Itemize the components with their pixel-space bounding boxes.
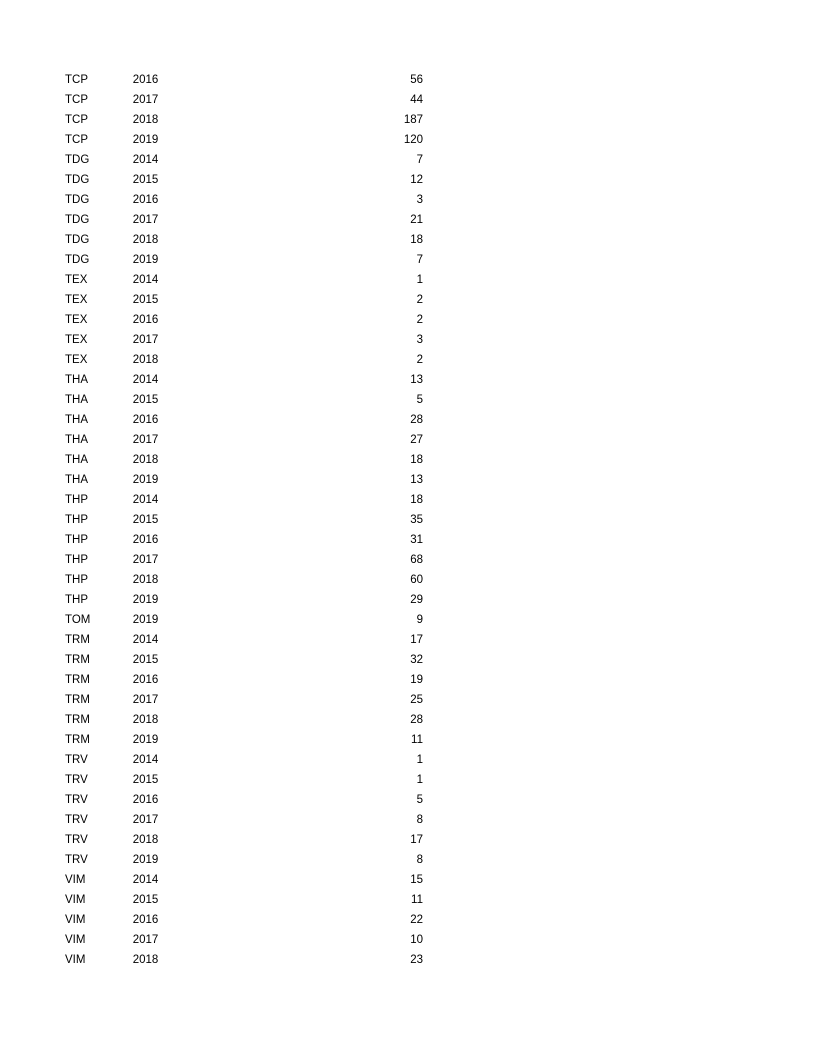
table-row [65,770,425,790]
cell-year: 2017 [132,214,159,226]
cell-year: 2016 [132,314,159,326]
cell-code: THP [65,554,88,566]
table-row [65,870,425,890]
cell-year: 2019 [132,594,159,606]
data-table [65,70,425,970]
cell-code: TRV [65,794,88,806]
cell-year: 2016 [132,534,159,546]
table-body [65,70,425,970]
table-row [65,670,425,690]
cell-value: 11 [411,894,423,906]
cell-year: 2018 [132,834,159,846]
cell-year: 2016 [132,74,159,86]
cell-code: TDG [65,234,90,246]
table-row [65,410,425,430]
cell-year: 2017 [132,94,159,106]
cell-value: 29 [410,594,423,606]
table-row [65,750,425,770]
cell-value: 17 [410,634,423,646]
table-row [65,510,425,530]
cell-year: 2016 [132,914,159,926]
cell-value: 7 [416,154,423,166]
cell-value: 28 [410,714,423,726]
cell-year: 2017 [132,334,159,346]
cell-code: TCP [65,114,88,126]
table-row [65,190,425,210]
cell-value: 19 [410,674,423,686]
cell-value: 2 [416,314,423,326]
cell-value: 44 [410,94,423,106]
cell-code: TRV [65,754,88,766]
cell-value: 187 [403,114,423,126]
cell-code: TCP [65,74,88,86]
table-row [65,70,425,90]
table-row [65,690,425,710]
cell-year: 2017 [132,934,159,946]
cell-year: 2019 [132,134,159,146]
cell-value: 1 [416,274,423,286]
cell-value: 28 [410,414,423,426]
table-row [65,830,425,850]
cell-code: THP [65,514,88,526]
cell-year: 2016 [132,674,159,686]
cell-code: TEX [65,334,88,346]
cell-year: 2015 [132,774,159,786]
cell-value: 68 [410,554,423,566]
cell-value: 21 [410,214,423,226]
cell-code: TRM [65,654,90,666]
cell-value: 23 [410,954,423,966]
cell-code: TDG [65,254,90,266]
cell-value: 11 [411,734,423,746]
table-row [65,710,425,730]
cell-value: 3 [416,194,423,206]
cell-year: 2015 [132,654,159,666]
table-row [65,230,425,250]
cell-value: 120 [403,134,423,146]
table-row [65,470,425,490]
cell-value: 35 [410,514,423,526]
cell-value: 22 [410,914,423,926]
cell-value: 1 [416,754,423,766]
cell-year: 2016 [132,414,159,426]
cell-year: 2019 [132,854,159,866]
cell-code: TRV [65,854,88,866]
cell-value: 12 [410,174,423,186]
table-row [65,490,425,510]
cell-code: TDG [65,154,90,166]
cell-year: 2018 [132,454,159,466]
cell-year: 2018 [132,354,159,366]
cell-code: THA [65,374,88,386]
cell-code: THP [65,534,88,546]
cell-code: TCP [65,134,88,146]
table-row [65,550,425,570]
cell-value: 32 [410,654,423,666]
cell-year: 2016 [132,194,159,206]
cell-code: TRV [65,774,88,786]
table-row [65,130,425,150]
table-row [65,910,425,930]
cell-code: THP [65,574,88,586]
cell-code: TDG [65,194,90,206]
table-row [65,930,425,950]
cell-year: 2017 [132,554,159,566]
cell-code: VIM [65,954,86,966]
cell-year: 2017 [132,434,159,446]
cell-code: TEX [65,314,88,326]
cell-code: THA [65,434,88,446]
table-row [65,530,425,550]
table-row [65,290,425,310]
cell-value: 10 [410,934,423,946]
cell-value: 18 [410,234,423,246]
cell-year: 2014 [132,494,159,506]
cell-code: TRV [65,814,88,826]
cell-value: 13 [410,374,423,386]
table-row [65,270,425,290]
cell-year: 2016 [132,794,159,806]
cell-value: 5 [416,794,423,806]
table-row [65,310,425,330]
cell-year: 2015 [132,394,159,406]
table-row [65,810,425,830]
table-row [65,110,425,130]
cell-value: 15 [410,874,423,886]
table-row [65,430,425,450]
cell-value: 17 [410,834,423,846]
table-row [65,790,425,810]
cell-code: TEX [65,274,88,286]
cell-value: 18 [410,494,423,506]
cell-code: VIM [65,874,86,886]
cell-code: TDG [65,174,90,186]
cell-year: 2014 [132,634,159,646]
cell-year: 2014 [132,754,159,766]
cell-year: 2014 [132,874,159,886]
cell-year: 2014 [132,274,159,286]
cell-value: 2 [416,354,423,366]
cell-code: THA [65,414,88,426]
table-row [65,570,425,590]
table-row [65,630,425,650]
cell-code: TEX [65,354,88,366]
cell-value: 18 [410,454,423,466]
table-row [65,350,425,370]
cell-value: 1 [416,774,423,786]
cell-code: TOM [65,614,91,626]
cell-value: 8 [416,814,423,826]
cell-year: 2018 [132,234,159,246]
cell-code: THA [65,394,88,406]
cell-value: 31 [410,534,423,546]
table-row [65,210,425,230]
cell-year: 2019 [132,254,159,266]
cell-year: 2018 [132,714,159,726]
table-row [65,390,425,410]
cell-code: TEX [65,294,88,306]
cell-code: TDG [65,214,90,226]
table-row [65,90,425,110]
cell-year: 2017 [132,694,159,706]
cell-code: THP [65,594,88,606]
table-row [65,590,425,610]
cell-value: 27 [410,434,423,446]
cell-code: TRM [65,734,90,746]
table-row [65,330,425,350]
cell-code: TRM [65,694,90,706]
table-row [65,730,425,750]
cell-code: TRM [65,674,90,686]
table-row [65,610,425,630]
cell-year: 2019 [132,734,159,746]
cell-year: 2014 [132,154,159,166]
cell-year: 2018 [132,574,159,586]
cell-code: TCP [65,94,88,106]
table-row [65,250,425,270]
cell-value: 9 [416,614,423,626]
cell-year: 2015 [132,294,159,306]
cell-code: THA [65,474,88,486]
cell-code: VIM [65,894,86,906]
cell-value: 2 [416,294,423,306]
cell-value: 7 [416,254,423,266]
cell-value: 5 [416,394,423,406]
cell-year: 2018 [132,954,159,966]
cell-value: 60 [410,574,423,586]
cell-value: 25 [410,694,423,706]
cell-year: 2017 [132,814,159,826]
cell-year: 2015 [132,174,159,186]
cell-code: VIM [65,934,86,946]
cell-year: 2015 [132,514,159,526]
table-row [65,850,425,870]
cell-code: TRV [65,834,88,846]
cell-year: 2014 [132,374,159,386]
cell-year: 2019 [132,614,159,626]
cell-code: TRM [65,714,90,726]
cell-value: 8 [416,854,423,866]
cell-year: 2018 [132,114,159,126]
cell-code: TRM [65,634,90,646]
cell-value: 13 [410,474,423,486]
cell-year: 2015 [132,894,159,906]
table-row [65,450,425,470]
table-row [65,950,425,970]
cell-value: 3 [416,334,423,346]
table-row [65,370,425,390]
table-row [65,170,425,190]
cell-code: VIM [65,914,86,926]
cell-year: 2019 [132,474,159,486]
table-row [65,150,425,170]
cell-value: 56 [410,74,423,86]
cell-code: THP [65,494,88,506]
cell-code: THA [65,454,88,466]
table-row [65,890,425,910]
table-row [65,650,425,670]
